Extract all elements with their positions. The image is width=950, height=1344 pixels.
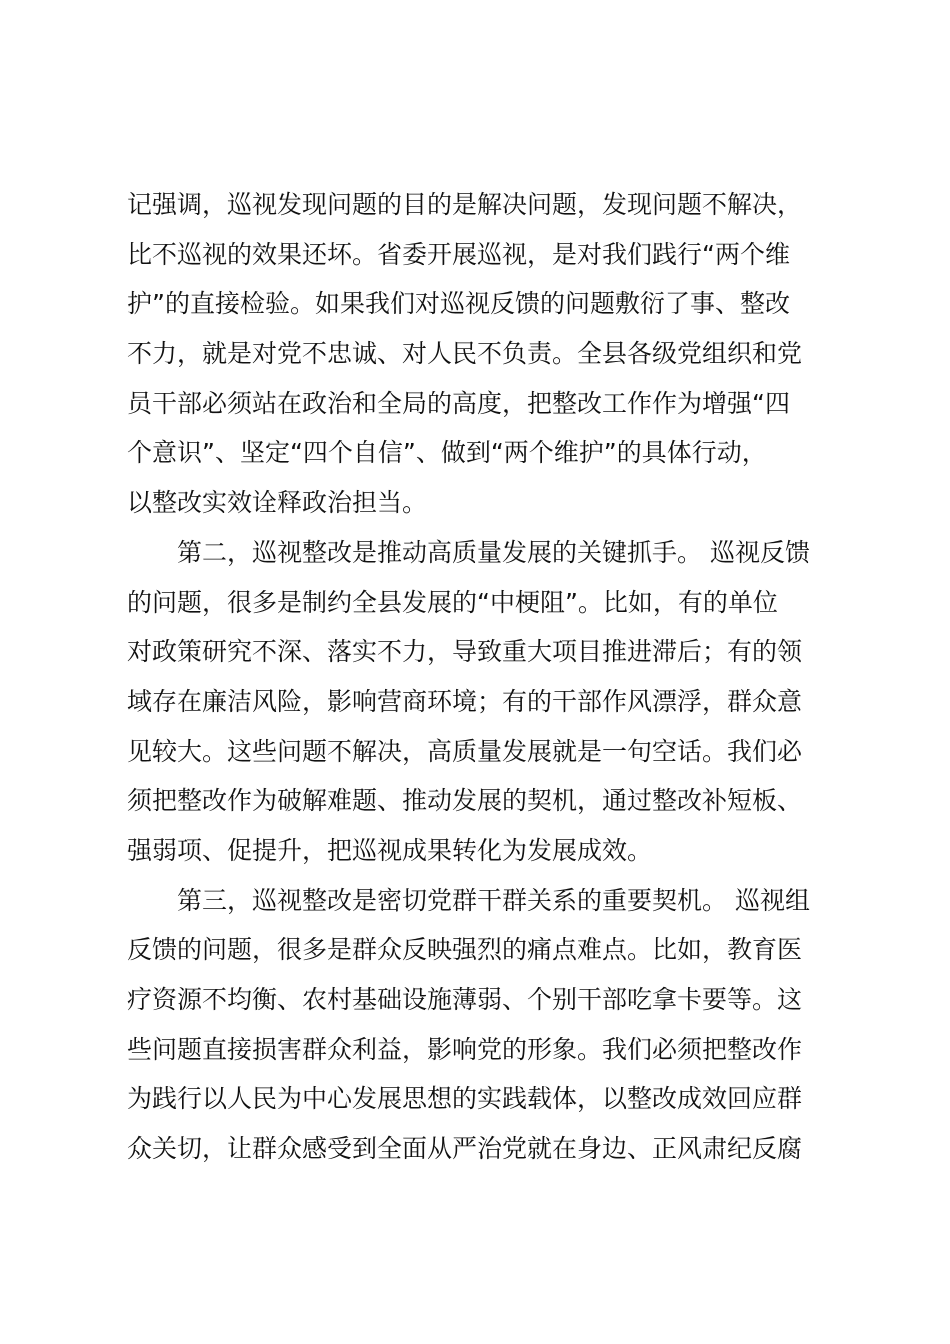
text-line: 不力，就是对党不忠诚、对人民不负责。全县各级党组织和党: [127, 339, 803, 369]
text-line: 疗资源不均衡、农村基础设施薄弱、个别干部吃拿卡要等。这: [127, 985, 803, 1014]
text-line: 以整改实效诠释政治担当。: [127, 488, 428, 518]
paragraph-heading-line: 第二，巡视整改是推动高质量发展的关键抓手。 巡视反馈: [177, 537, 810, 567]
text-line: 员干部必须站在政治和全局的高度，把整改工作作为增强“四: [127, 388, 790, 418]
text-line: 强弱项、促提升，把巡视成果转化为发展成效。: [127, 835, 653, 865]
body-text: [127, 180, 847, 1174]
text-line: 些问题直接损害群众利益，影响党的形象。我们必须把整改作: [127, 1034, 803, 1064]
text-line: 记强调，巡视发现问题的目的是解决问题，发现问题不解决，: [127, 190, 803, 219]
text-line: 的问题，很多是制约全县发展的“中梗阻”。比如，有的单位: [127, 587, 778, 617]
text-line: 众关切，让群众感受到全面从严治党就在身边、正风肃纪反腐: [127, 1134, 803, 1164]
text-line: 护”的直接检验。如果我们对巡视反馈的问题敷衍了事、整改: [127, 289, 790, 319]
text-line: 对政策研究不深、落实不力，导致重大项目推进滞后；有的领: [127, 637, 803, 667]
text-line: 见较大。这些问题不解决，高质量发展就是一句空话。我们必: [127, 736, 803, 766]
paragraph-heading-line: 第三，巡视整改是密切党群干群关系的重要契机。 巡视组: [177, 885, 810, 915]
text-line: 反馈的问题，很多是群众反映强烈的痛点难点。比如，教育医: [127, 935, 803, 965]
text-line: 个意识”、坚定“四个自信”、做到“两个维护”的具体行动，: [127, 438, 767, 468]
text-line: 比不巡视的效果还坏。省委开展巡视，是对我们践行“两个维: [127, 239, 790, 269]
text-line: 域存在廉洁风险，影响营商环境；有的干部作风漂浮，群众意: [127, 686, 803, 716]
text-line: 为践行以人民为中心发展思想的实践载体，以整改成效回应群: [127, 1084, 803, 1114]
text-line: 须把整改作为破解难题、推动发展的契机，通过整改补短板、: [127, 786, 803, 816]
